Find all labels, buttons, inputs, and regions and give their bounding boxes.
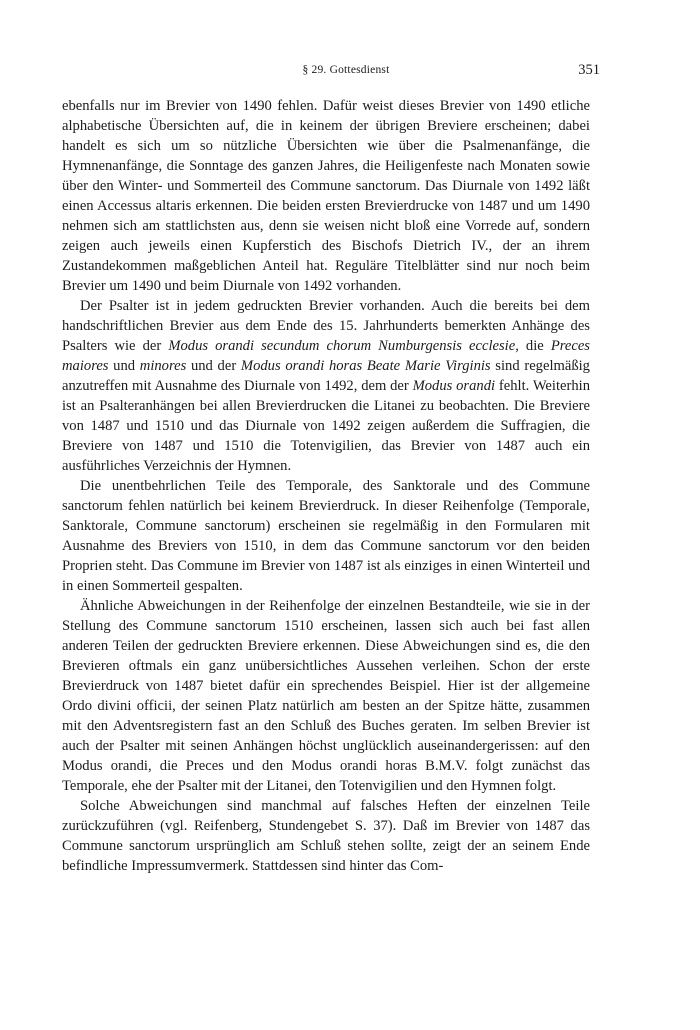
italic-latin-title: Preces maiores — [62, 338, 590, 374]
paragraph — [62, 476, 590, 596]
italic-latin-title: Modus orandi horas Beate Marie Virginis — [240, 358, 491, 374]
text-segment: Die unentbehrlichen Teile des Temporale, des Sanktorale und des Commune sanctorum fehlen natürlich bei keinem Brevierdruck. In dieser Reihenfolge (Temporale, Sanktorale, Commune sanctorum) erscheinen sie regelmäßig in den Formularen mit Ausnahme des Breviers von 1510, in dem das Commune sanctorum vor den beiden Proprien steht. Das Commune im Brevier von 1487 ist als einziges in einen Winterteil und in einen Sommerteil gespalten. — [62, 478, 590, 594]
running-header — [92, 60, 600, 80]
italic-latin-title: Modus orandi secundum chorum Numburgensis ecclesie — [168, 338, 516, 354]
page-body — [62, 96, 590, 876]
text-segment: Der Psalter ist in jedem gedruckten Brevier vorhanden. Auch die bereits bei dem handschriftlichen Brevier aus dem Ende des 15. Jahrhunderts bemerkten Anhänge des Psalters wie der — [62, 298, 590, 354]
text-segment: und — [108, 358, 140, 374]
text-segment: fehlt. Weiterhin ist an Psalteranhängen bei allen Brevierdrucken die Litanei zu beobachten. Die Breviere von 1487 und 1510 und das Diurnale von 1492 zeigen außerdem die Suffragien, die Breviere von 1487 und 1510 die Totenvigilien, das Brevier von 1487 auch ein ausführliches Verzeichnis der Hymnen. — [62, 378, 591, 474]
paragraph — [62, 96, 590, 296]
text-segment: , die — [515, 338, 551, 354]
italic-latin-title: minores — [139, 358, 187, 374]
paragraph — [62, 296, 590, 476]
paragraph — [62, 596, 590, 796]
text-segment: Ähnliche Abweichungen in der Reihenfolge der einzelnen Bestandteile, wie sie in der Stellung des Commune sanctorum 1510 erscheinen, lassen sich auch bei fast allen anderen Teilen der gedruckten Breviere erkennen. Diese Abweichungen sind es, die den Brevieren oftmals ein ganz unübersichtliches Aussehen verleihen. Schon der erste Brevierdruck von 1487 bietet dafür ein sprechendes Beispiel. Hier ist der allgemeine Ordo divini officii, der seinen Platz natürlich am besten an der Spitze hätte, zusammen mit den Adventsregistern fast an den Schluß des Buches geraten. Im selben Brevier ist auch der Psalter mit seinen Anhängen höchst unglücklich auseinandergerissen: auf den Modus orandi, die Preces und den Modus orandi horas B.M.V. folgt zunächst das Temporale, ehe der Psalter mit der Litanei, den Totenvigilien und den Hymnen folgt. — [62, 598, 590, 794]
paragraph — [62, 796, 590, 876]
page-number: 351 — [578, 62, 600, 78]
text-segment: und der — [186, 358, 241, 374]
text-segment: Solche Abweichungen sind manchmal auf falsches Heften der einzelnen Teile zurückzuführen (vgl. Reifenberg, Stundengebet S. 37). Daß im Brevier von 1487 das Commune sanctorum ursprünglich am Schluß stehen sollte, zeigt der an seinem Ende befindliche Impressumvermerk. Stattdessen sind hinter das Com- — [62, 798, 590, 874]
text-segment: ebenfalls nur im Brevier von 1490 fehlen. Dafür weist dieses Brevier von 1490 etliche alphabetische Übersichten auf, die in keinem der übrigen Breviere erscheinen; dabei handelt es sich um so nützliche Übersichten wie über die Psalmenanfänge, die Hymnenanfänge, die Sonntage des ganzen Jahres, die Heiligenfeste nach Monaten sowie über den Winter- und Sommerteil des Commune sanctorum. Das Diurnale von 1492 läßt einen Accessus altaris erkennen. Die beiden ersten Brevierdrucke von 1487 und um 1490 nehmen sich am stattlichsten aus, denn sie weisen nicht bloß eine Vorrede auf, sondern zeigen auch jeweils einen Kupferstich des Bischofs Dietrich IV., der an ihrem Zustandekommen maßgeblichen Anteil hat. Reguläre Titelblätter sind nur noch beim Brevier um 1490 und beim Diurnale von 1492 vorhanden. — [62, 98, 590, 294]
text-segment: sind regelmäßig anzutreffen mit Ausnahme des Diurnale von 1492, dem der — [62, 358, 590, 394]
italic-latin-title: Modus orandi — [412, 378, 496, 394]
running-title: § 29. Gottesdienst — [302, 64, 390, 76]
